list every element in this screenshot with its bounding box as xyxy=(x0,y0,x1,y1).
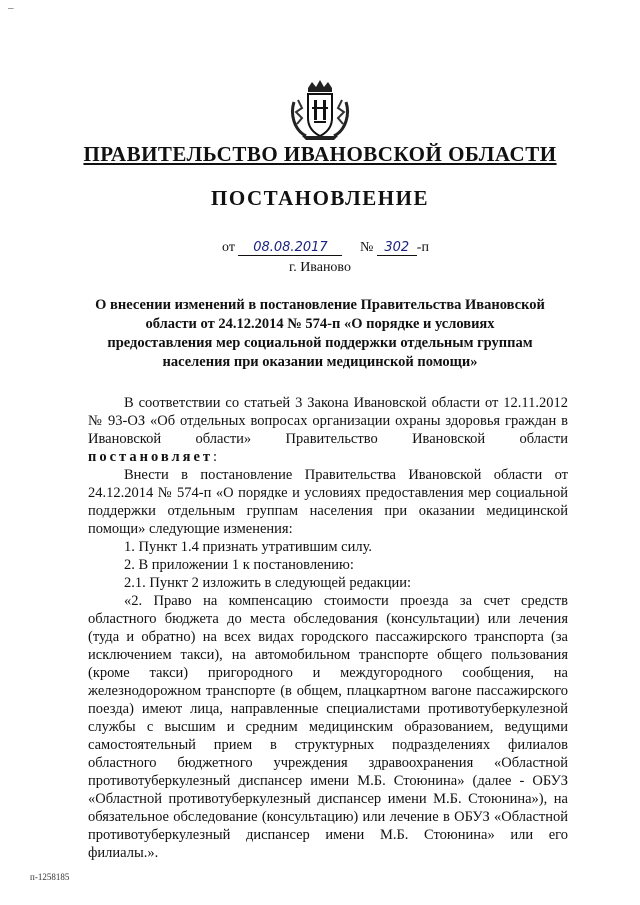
preamble-text: В соответствии со статьей 3 Закона Ивановской области от 12.11.2012 № 93-ОЗ «Об отдельных вопросах организации охраны здоровья граждан в Ивановской области» Правительство Ивановской области xyxy=(88,395,568,447)
coat-of-arms-emblem xyxy=(288,78,352,142)
government-title: ПРАВИТЕЛЬСТВО ИВАНОВСКОЙ ОБЛАСТИ xyxy=(83,142,557,166)
decree-word: постановляет xyxy=(88,449,214,465)
footer-code: п-1258185 xyxy=(30,872,70,882)
number-sign: № xyxy=(359,240,374,255)
document-body xyxy=(88,394,568,862)
coat-of-arms-icon xyxy=(288,78,352,142)
paragraph-item-2: 2. В приложении 1 к постановлению: xyxy=(124,557,354,573)
paragraph-item-2-1: 2.1. Пункт 2 изложить в следующей редакции: xyxy=(124,575,412,591)
city: г. Иваново xyxy=(289,260,351,275)
paragraph-new-text: «2. Право на компенсацию стоимости проезда за счет средств областного бюджета до места обследования (консультации) или лечения (туда и обратно) на всех видах городского пассажирского транспорта (за исключением такси), на автомобильном транспорте общего пользования (кроме такси) пригородного и междугородного сообщения, на железнодорожном транспорте (в общем, плацкартном вагоне пассажирского поезда) имеют лица, направленные специалистами противотуберкулезной службы с высшим и средним медицинским образованием, ведущими самостоятельный прием в структурных подразделениях филиалов областного бюджетного учреждения здравоохранения «Областной противотуберкулезный диспансер имени М.Б. Стоюнина» (далее - ОБУЗ «Областной противотуберкулезный диспансер имени М.Б. Стоюнина»), на обязательное обследование (консультацию) или лечение в ОБУЗ «Областной противотуберкулезный диспансер имени М.Б. Стоюнина» или его филиалы.». xyxy=(88,593,568,861)
document-type: ПОСТАНОВЛЕНИЕ xyxy=(211,186,429,210)
preamble-end: : xyxy=(213,449,218,465)
paragraph-preamble xyxy=(88,394,568,466)
number-suffix: -п xyxy=(416,240,429,255)
handwritten-date: 08.08.2017 xyxy=(238,240,342,256)
paragraph-amend: Внести в постановление Правительства Ивановской области от 24.12.2014 № 574-п «О порядке и условиях предоставления мер социальной поддержки отдельным группам населения при оказании медицинской помощи» следующие изменения: xyxy=(88,467,568,537)
handwritten-number: 302 xyxy=(377,240,417,256)
date-number-line xyxy=(222,240,429,256)
date-prefix: от xyxy=(222,240,235,255)
corner-mark: – xyxy=(8,2,14,14)
paragraph-item-1: 1. Пункт 1.4 признать утратившим силу. xyxy=(124,539,373,555)
document-subject: О внесении изменений в постановление Правительства Ивановской области от 24.12.2014 № 574-п «О порядке и условиях предоставления мер социальной поддержки отдельным группам населения при оказании медицинской помощи» xyxy=(95,297,545,370)
